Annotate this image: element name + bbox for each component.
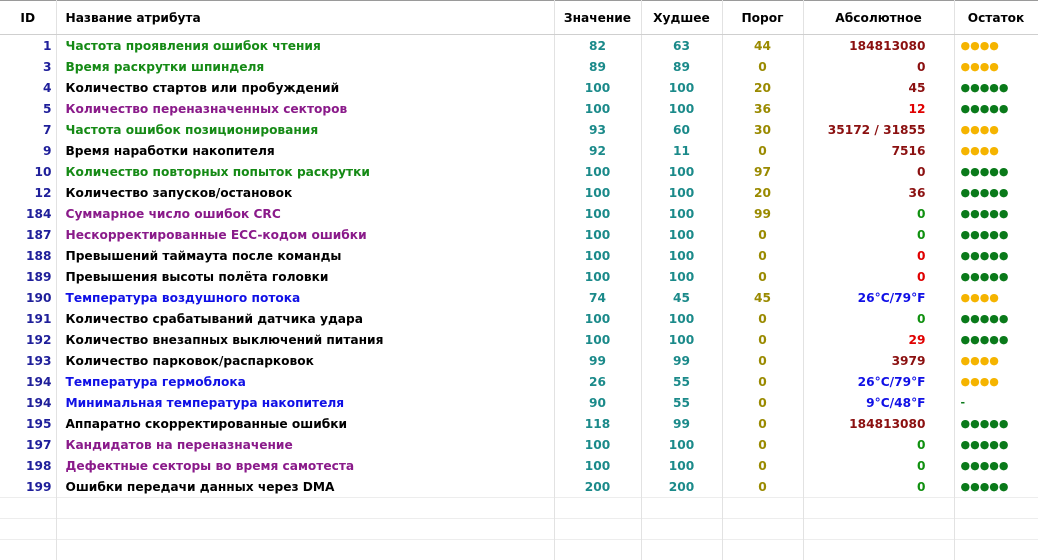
- table-row[interactable]: [0, 56, 1038, 77]
- attribute-worst: 100: [641, 98, 722, 119]
- attribute-remaining: ●●●●: [954, 56, 1038, 77]
- table-row[interactable]: [0, 413, 1038, 434]
- attribute-name: Количество повторных попыток раскрутки: [56, 161, 554, 182]
- attribute-id: 197: [0, 434, 56, 455]
- attribute-absolute: 0: [803, 245, 954, 266]
- table-row[interactable]: [0, 77, 1038, 98]
- table-body: [0, 35, 1038, 498]
- table-row[interactable]: [0, 182, 1038, 203]
- attribute-absolute: 0: [803, 161, 954, 182]
- attribute-value: 26: [554, 371, 641, 392]
- table-row[interactable]: [0, 119, 1038, 140]
- attribute-threshold: 97: [722, 161, 803, 182]
- empty-row: [0, 540, 1038, 560]
- attribute-worst: 99: [641, 350, 722, 371]
- attribute-worst: 100: [641, 182, 722, 203]
- attribute-remaining: ●●●●●: [954, 245, 1038, 266]
- attribute-id: 194: [0, 392, 56, 413]
- attribute-id: 194: [0, 371, 56, 392]
- attribute-id: 192: [0, 329, 56, 350]
- attribute-threshold: 30: [722, 119, 803, 140]
- attribute-absolute: 0: [803, 308, 954, 329]
- attribute-remaining: ●●●●●: [954, 266, 1038, 287]
- attribute-remaining: ●●●●●: [954, 224, 1038, 245]
- attribute-absolute: 0: [803, 434, 954, 455]
- attribute-name: Количество стартов или пробуждений: [56, 77, 554, 98]
- attribute-absolute: 45: [803, 77, 954, 98]
- attribute-worst: 89: [641, 56, 722, 77]
- attribute-absolute: 184813080: [803, 35, 954, 57]
- attribute-value: 100: [554, 182, 641, 203]
- attribute-value: 92: [554, 140, 641, 161]
- table-row[interactable]: [0, 371, 1038, 392]
- column-header-value[interactable]: Значение: [554, 1, 641, 35]
- attribute-remaining: ●●●●●: [954, 77, 1038, 98]
- attribute-worst: 100: [641, 266, 722, 287]
- table-header-row: [0, 1, 1038, 35]
- attribute-absolute: 0: [803, 266, 954, 287]
- attribute-value: 200: [554, 476, 641, 498]
- attribute-absolute: 0: [803, 455, 954, 476]
- attribute-threshold: 36: [722, 98, 803, 119]
- attribute-worst: 100: [641, 245, 722, 266]
- attribute-remaining: ●●●●: [954, 371, 1038, 392]
- attribute-value: 74: [554, 287, 641, 308]
- attribute-remaining: ●●●●●: [954, 203, 1038, 224]
- attribute-value: 90: [554, 392, 641, 413]
- attribute-name: Количество срабатываний датчика удара: [56, 308, 554, 329]
- attribute-absolute: 12: [803, 98, 954, 119]
- attribute-remaining: ●●●●●: [954, 329, 1038, 350]
- table-row[interactable]: [0, 224, 1038, 245]
- attribute-worst: 99: [641, 413, 722, 434]
- attribute-name: Суммарное число ошибок CRC: [56, 203, 554, 224]
- attribute-name: Минимальная температура накопителя: [56, 392, 554, 413]
- attribute-value: 100: [554, 308, 641, 329]
- attribute-worst: 100: [641, 203, 722, 224]
- attribute-threshold: 0: [722, 245, 803, 266]
- attribute-name: Дефектные секторы во время самотеста: [56, 455, 554, 476]
- attribute-worst: 60: [641, 119, 722, 140]
- attribute-threshold: 20: [722, 182, 803, 203]
- attribute-id: 9: [0, 140, 56, 161]
- attribute-worst: 100: [641, 308, 722, 329]
- attribute-worst: 11: [641, 140, 722, 161]
- attribute-name: Частота проявления ошибок чтения: [56, 35, 554, 57]
- attribute-id: 3: [0, 56, 56, 77]
- attribute-name: Температура воздушного потока: [56, 287, 554, 308]
- attribute-id: 187: [0, 224, 56, 245]
- attribute-remaining: ●●●●●: [954, 455, 1038, 476]
- attribute-value: 100: [554, 329, 641, 350]
- attribute-name: Количество парковок/распарковок: [56, 350, 554, 371]
- column-header-threshold[interactable]: Порог: [722, 1, 803, 35]
- attribute-absolute: 36: [803, 182, 954, 203]
- attribute-id: 190: [0, 287, 56, 308]
- empty-row: [0, 498, 1038, 519]
- attribute-remaining: -: [954, 392, 1038, 413]
- attribute-threshold: 45: [722, 287, 803, 308]
- attribute-worst: 45: [641, 287, 722, 308]
- attribute-name: Температура гермоблока: [56, 371, 554, 392]
- table-row[interactable]: [0, 350, 1038, 371]
- attribute-remaining: ●●●●●: [954, 98, 1038, 119]
- table-row[interactable]: [0, 392, 1038, 413]
- attribute-id: 184: [0, 203, 56, 224]
- attribute-id: 191: [0, 308, 56, 329]
- attribute-absolute: 9°C/48°F: [803, 392, 954, 413]
- attribute-absolute: 0: [803, 56, 954, 77]
- attribute-value: 100: [554, 98, 641, 119]
- attribute-remaining: ●●●●●: [954, 434, 1038, 455]
- attribute-remaining: ●●●●: [954, 350, 1038, 371]
- attribute-name: Превышений таймаута после команды: [56, 245, 554, 266]
- attribute-threshold: 0: [722, 224, 803, 245]
- attribute-threshold: 0: [722, 413, 803, 434]
- attribute-name: Количество запусков/остановок: [56, 182, 554, 203]
- attribute-id: 195: [0, 413, 56, 434]
- attribute-worst: 55: [641, 371, 722, 392]
- attribute-remaining: ●●●●●: [954, 308, 1038, 329]
- table-row[interactable]: [0, 308, 1038, 329]
- attribute-threshold: 0: [722, 350, 803, 371]
- attribute-absolute: 26°C/79°F: [803, 287, 954, 308]
- column-header-id[interactable]: ID: [0, 1, 56, 35]
- attribute-name: Ошибки передачи данных через DMA: [56, 476, 554, 498]
- attribute-remaining: ●●●●●: [954, 476, 1038, 498]
- attribute-name: Количество внезапных выключений питания: [56, 329, 554, 350]
- table-row[interactable]: [0, 476, 1038, 498]
- attribute-worst: 100: [641, 455, 722, 476]
- attribute-worst: 100: [641, 434, 722, 455]
- table-row[interactable]: [0, 140, 1038, 161]
- attribute-remaining: ●●●●: [954, 287, 1038, 308]
- attribute-absolute: 3979: [803, 350, 954, 371]
- table-row[interactable]: [0, 434, 1038, 455]
- attribute-id: 5: [0, 98, 56, 119]
- attribute-name: Кандидатов на переназначение: [56, 434, 554, 455]
- table-row[interactable]: [0, 245, 1038, 266]
- attribute-threshold: 0: [722, 455, 803, 476]
- attribute-threshold: 0: [722, 476, 803, 498]
- attribute-value: 100: [554, 77, 641, 98]
- table-row[interactable]: [0, 35, 1038, 57]
- attribute-name: Нескорректированные ECC-кодом ошибки: [56, 224, 554, 245]
- table-row[interactable]: [0, 266, 1038, 287]
- attribute-value: 100: [554, 266, 641, 287]
- attribute-name: Частота ошибок позиционирования: [56, 119, 554, 140]
- table-row[interactable]: [0, 329, 1038, 350]
- table-row[interactable]: [0, 161, 1038, 182]
- attribute-worst: 200: [641, 476, 722, 498]
- column-header-worst[interactable]: Худшее: [641, 1, 722, 35]
- attribute-id: 198: [0, 455, 56, 476]
- attribute-remaining: ●●●●: [954, 35, 1038, 57]
- table-row[interactable]: [0, 455, 1038, 476]
- attribute-worst: 100: [641, 161, 722, 182]
- attribute-name: Количество переназначенных секторов: [56, 98, 554, 119]
- attribute-name: Превышения высоты полёта головки: [56, 266, 554, 287]
- attribute-absolute: 184813080: [803, 413, 954, 434]
- attribute-threshold: 0: [722, 266, 803, 287]
- attribute-name: Аппаратно скорректированные ошибки: [56, 413, 554, 434]
- attribute-worst: 100: [641, 224, 722, 245]
- attribute-threshold: 0: [722, 56, 803, 77]
- attribute-value: 100: [554, 161, 641, 182]
- attribute-value: 82: [554, 35, 641, 57]
- attribute-value: 100: [554, 245, 641, 266]
- attribute-remaining: ●●●●●: [954, 182, 1038, 203]
- attribute-threshold: 99: [722, 203, 803, 224]
- attribute-id: 1: [0, 35, 56, 57]
- attribute-value: 89: [554, 56, 641, 77]
- attribute-id: 188: [0, 245, 56, 266]
- attribute-absolute: 0: [803, 224, 954, 245]
- attribute-value: 100: [554, 434, 641, 455]
- attribute-absolute: 0: [803, 203, 954, 224]
- attribute-threshold: 0: [722, 308, 803, 329]
- attribute-worst: 100: [641, 77, 722, 98]
- column-header-absolute[interactable]: Абсолютное: [803, 1, 954, 35]
- attribute-absolute: 35172 / 31855: [803, 119, 954, 140]
- attribute-remaining: ●●●●●: [954, 161, 1038, 182]
- attribute-name: Время наработки накопителя: [56, 140, 554, 161]
- attribute-worst: 100: [641, 329, 722, 350]
- attribute-name: Время раскрутки шпинделя: [56, 56, 554, 77]
- attribute-threshold: 0: [722, 140, 803, 161]
- attribute-remaining: ●●●●●: [954, 413, 1038, 434]
- attribute-id: 193: [0, 350, 56, 371]
- attribute-remaining: ●●●●: [954, 140, 1038, 161]
- column-header-name[interactable]: Название атрибута: [56, 1, 554, 35]
- attribute-threshold: 20: [722, 77, 803, 98]
- attribute-absolute: 0: [803, 476, 954, 498]
- table-row[interactable]: [0, 287, 1038, 308]
- attribute-value: 100: [554, 455, 641, 476]
- attribute-value: 100: [554, 224, 641, 245]
- table-row[interactable]: [0, 203, 1038, 224]
- column-header-remaining[interactable]: Остаток: [954, 1, 1038, 35]
- attribute-threshold: 0: [722, 371, 803, 392]
- empty-row: [0, 519, 1038, 540]
- attribute-absolute: 26°C/79°F: [803, 371, 954, 392]
- attribute-worst: 55: [641, 392, 722, 413]
- attribute-threshold: 0: [722, 329, 803, 350]
- attribute-absolute: 7516: [803, 140, 954, 161]
- attribute-threshold: 0: [722, 392, 803, 413]
- attribute-remaining: ●●●●: [954, 119, 1038, 140]
- attribute-id: 12: [0, 182, 56, 203]
- attribute-threshold: 0: [722, 434, 803, 455]
- attribute-value: 100: [554, 203, 641, 224]
- attribute-value: 93: [554, 119, 641, 140]
- attribute-id: 189: [0, 266, 56, 287]
- attribute-id: 199: [0, 476, 56, 498]
- attribute-id: 4: [0, 77, 56, 98]
- attribute-absolute: 29: [803, 329, 954, 350]
- attribute-id: 10: [0, 161, 56, 182]
- attribute-worst: 63: [641, 35, 722, 57]
- attribute-value: 118: [554, 413, 641, 434]
- attribute-threshold: 44: [722, 35, 803, 57]
- attribute-value: 99: [554, 350, 641, 371]
- table-row[interactable]: [0, 98, 1038, 119]
- attribute-id: 7: [0, 119, 56, 140]
